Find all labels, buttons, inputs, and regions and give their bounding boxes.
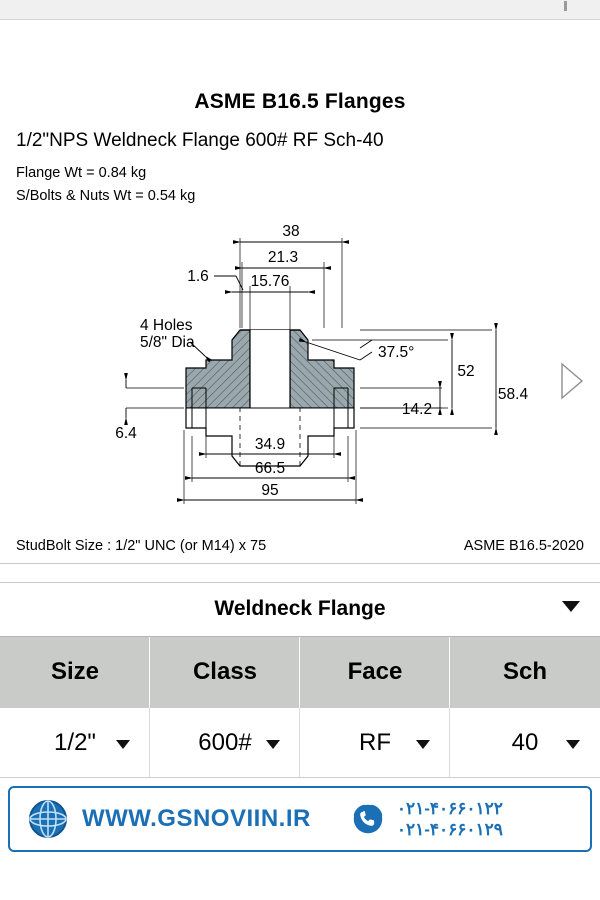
studbolt-note: StudBolt Size : 1/2" UNC (or M14) x 75 (16, 538, 267, 554)
label-holes-line1: 4 Holes (140, 317, 193, 334)
column-header-size: Size (0, 636, 150, 708)
flange-technical-drawing (0, 190, 600, 520)
class-dropdown[interactable] (150, 708, 300, 777)
chevron-right-icon (556, 358, 586, 404)
phone-number-1: ۰۲۱-۴۰۶۶۰۱۲۲ (396, 798, 503, 818)
globe-icon (28, 799, 68, 839)
face-value: RF (359, 728, 391, 756)
phone-icon (349, 800, 387, 838)
column-header-sch: Sch (502, 658, 547, 685)
table-header-row (0, 636, 600, 708)
phone-number-2: ۰۲۱-۴۰۶۶۰۱۲۹ (396, 820, 503, 839)
divider-top (0, 563, 600, 564)
flange-type-selector[interactable] (0, 583, 600, 635)
column-header-face: Face (300, 636, 450, 708)
dim-34-9: 34.9 (254, 436, 286, 453)
chevron-down-icon[interactable] (266, 740, 280, 749)
column-header-class: Class (150, 636, 300, 708)
flange-type-label: Weldneck Flange (214, 597, 386, 620)
size-dropdown[interactable] (0, 708, 150, 777)
dim-52: 52 (457, 363, 475, 380)
page-subtitle: 1/2"NPS Weldneck Flange 600# RF Sch-40 (16, 130, 384, 151)
next-page-button[interactable] (556, 358, 586, 404)
dim-15-76: 15.76 (250, 273, 290, 290)
dim-38: 38 (282, 223, 300, 240)
flange-drawing-svg (0, 190, 600, 520)
dim-21-3: 21.3 (267, 249, 299, 266)
label-angle: 37.5° (378, 344, 415, 361)
chevron-down-icon[interactable] (416, 740, 430, 749)
class-value: 600# (198, 728, 252, 756)
face-dropdown[interactable] (300, 708, 450, 777)
spec-table (0, 636, 600, 778)
table-row (0, 708, 600, 778)
dim-1-6: 1.6 (187, 268, 209, 285)
chevron-down-icon[interactable] (116, 740, 130, 749)
website-link[interactable]: WWW.GSNOVIIN.IR (82, 805, 311, 832)
dim-6-4: 6.4 (115, 425, 137, 442)
sch-value: 40 (511, 728, 539, 756)
flange-weight-text: Flange Wt = 0.84 kg (16, 165, 147, 181)
dim-66-5: 66.5 (254, 460, 286, 477)
dim-14-2: 14.2 (401, 401, 433, 418)
page-title: ASME B16.5 Flanges (194, 90, 406, 113)
drawing-panel (0, 20, 600, 570)
bolts-weight-text: S/Bolts & Nuts Wt = 0.54 kg (16, 188, 196, 204)
standard-note: ASME B16.5-2020 (463, 538, 584, 554)
chevron-down-icon[interactable] (562, 601, 580, 612)
dim-58-4: 58.4 (497, 386, 529, 403)
label-holes-line2: 5/8" Dia (140, 334, 195, 351)
chevron-down-icon[interactable] (566, 740, 580, 749)
size-value: 1/2" (54, 728, 96, 756)
contact-banner[interactable] (8, 786, 592, 852)
status-indicator (564, 1, 567, 11)
status-bar (0, 0, 600, 20)
sch-dropdown[interactable] (450, 708, 600, 777)
dim-95: 95 (261, 482, 279, 499)
phone-numbers (397, 798, 503, 841)
